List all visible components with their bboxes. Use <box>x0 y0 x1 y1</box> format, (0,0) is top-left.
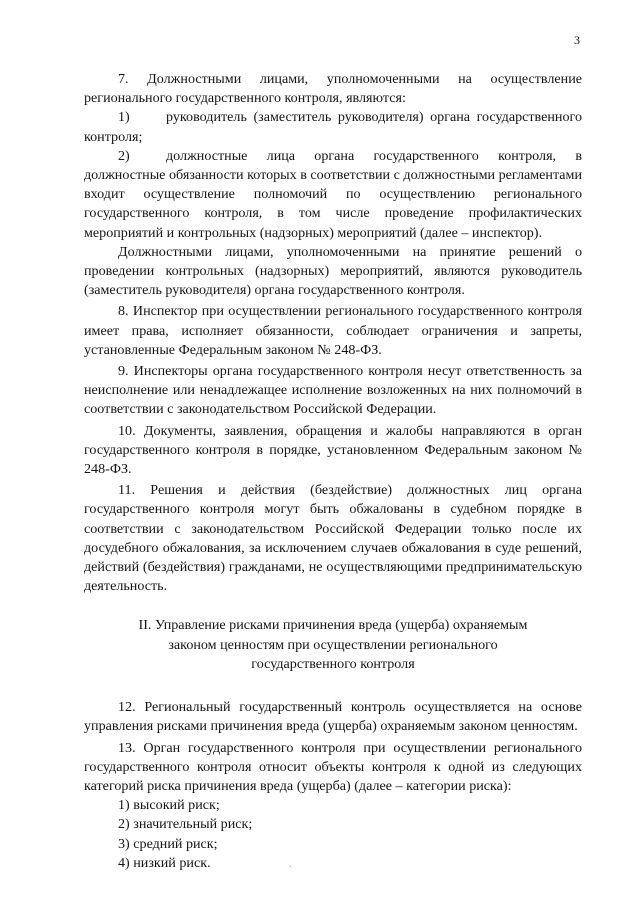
risk-category-4: 4) низкий риск. <box>118 854 211 871</box>
paragraph-7-intro: 7. Должностными лицами, уполномоченными на осуществление регионального государственного контроля, являются: <box>84 71 582 107</box>
risk-category-1: 1) высокий риск; <box>118 797 220 814</box>
risk-category-3: 3) средний риск; <box>118 835 218 852</box>
list-item-2-text: должностные лица органа государственного контроля, в должностные обязанности которых в соответствии с должностными регламентами входит осуществление полномочий по осуществлению регионального государственного контроля, в том числе проведение профилактических мероприятий и контрольных (надзорных) мероприятий (далее – инспектор). <box>84 147 582 241</box>
paragraph-13: 13. Орган государственного контроля при осуществлении регионального государственного контроля относит объекты контроля к одной из следующих категорий риска причинения вреда (ущерба) (далее – категории риска): <box>84 739 582 794</box>
risk-category-2: 2) значительный риск; <box>118 816 253 833</box>
page-number: 3 <box>574 33 580 47</box>
section-2-heading <box>84 616 582 674</box>
section-2-heading-line-1: II. Управление рисками причинения вреда (ущерба) охраняемым <box>138 617 528 634</box>
list-item-1 <box>84 108 582 146</box>
list-item-2 <box>84 147 582 243</box>
paragraph-10: 10. Документы, заявления, обращения и жалобы направляются в орган государственного контроля в порядке, установленном Федеральным законом № 248-ФЗ. <box>84 422 582 478</box>
section-2-heading-line-2: законом ценностям при осуществлении регионального <box>168 636 498 653</box>
paragraph-12: 12. Региональный государственный контроль осуществляется на основе управления рисками причинения вреда (ущерба) охраняемым законом ценностям. <box>84 699 582 735</box>
document-body <box>84 70 582 873</box>
scan-mark: ˎ <box>289 858 292 867</box>
paragraph-7-decision: Должностными лицами, уполномоченными на принятие решений о проведении контрольных (надзорных) мероприятий, являются руководитель (заместитель руководителя) органа государственного контроля. <box>84 243 582 299</box>
list-item-2-number: 2) <box>118 147 130 164</box>
paragraph-8: 8. Инспектор при осуществлении регионального государственного контроля имеет права, исполняет обязанности, соблюдает ограничения и запреты, установленные Федеральным законом № 248-ФЗ. <box>84 303 582 358</box>
paragraph-11: 11. Решения и действия (бездействие) должностных лиц органа государственного контроля могут быть обжалованы в судебном порядке в соответствии с законодательством Российской Федерации только после их досудебного обжалования, за исключением случаев обжалования в суде решений, действий (бездействия) гражданами, не осуществляющими предпринимательскую деятельность. <box>84 482 582 595</box>
list-item-1-number: 1) <box>118 109 130 126</box>
list-item-1-text: руководитель (заместитель руководителя) органа государственного контроля; <box>84 109 582 145</box>
paragraph-9: 9. Инспекторы органа государственного контроля несут ответственность за неисполнение или ненадлежащее исполнение возложенных на них полномочий в соответствии с законодательством Российской Федерации. <box>84 363 582 418</box>
section-2-heading-line-3: государственного контроля <box>251 655 415 672</box>
